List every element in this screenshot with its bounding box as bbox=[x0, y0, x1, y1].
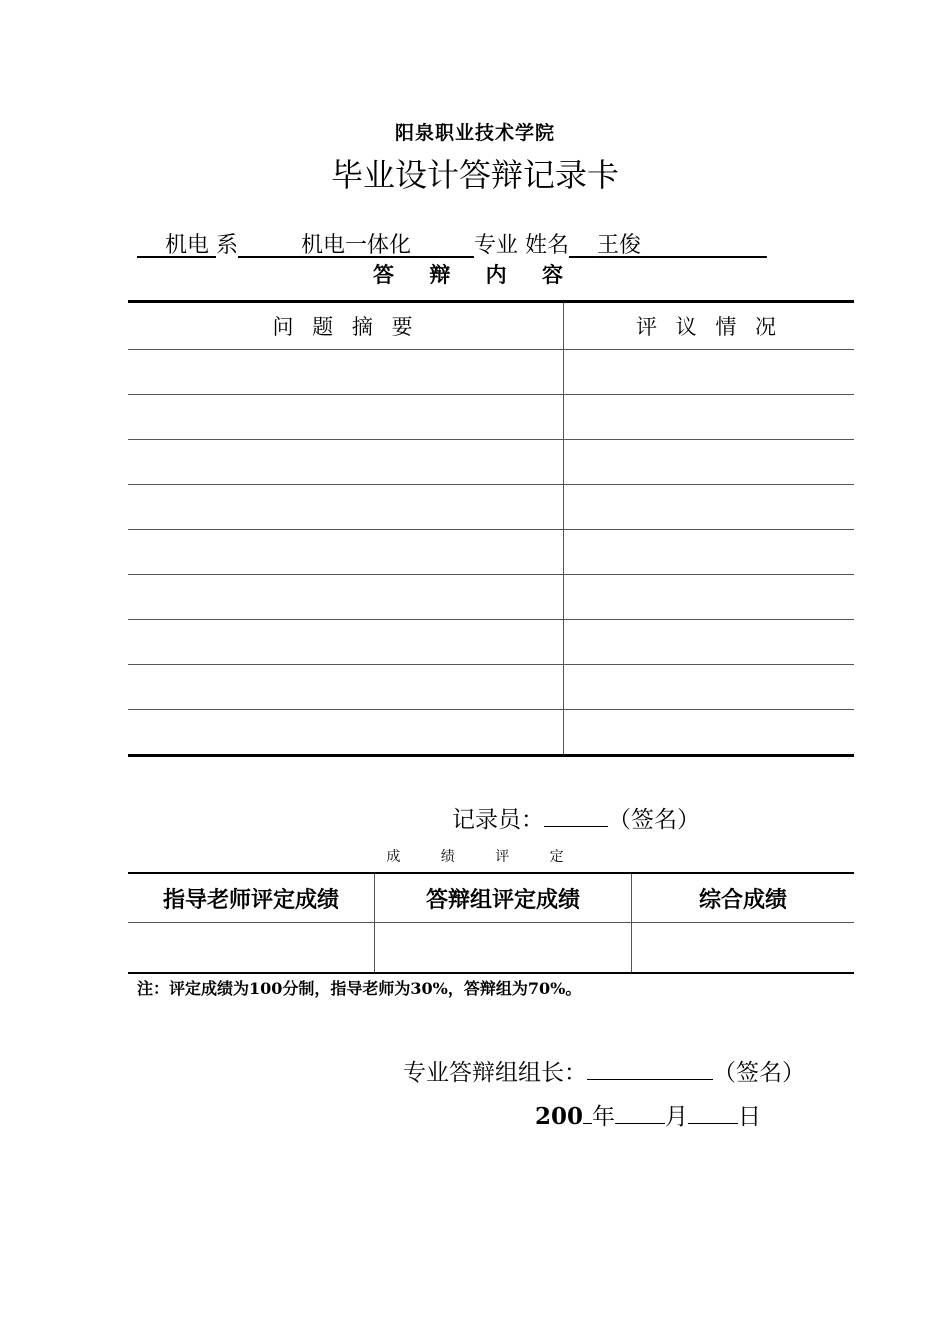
table-row bbox=[128, 350, 854, 395]
name-value: 王俊 bbox=[596, 233, 641, 258]
comment-cell[interactable] bbox=[564, 710, 855, 756]
grade-evaluation-heading: 成 绩 评 定 bbox=[386, 849, 582, 865]
year-label: 年 bbox=[592, 1104, 616, 1130]
day-label: 日 bbox=[738, 1104, 762, 1130]
comment-cell[interactable] bbox=[564, 620, 855, 665]
grading-note: 注：评定成绩为100分制，指导老师为30%，答辩组为70%。 bbox=[137, 979, 582, 998]
name-field[interactable] bbox=[569, 233, 767, 258]
recorder-signature-line bbox=[452, 801, 700, 834]
column-header-committee-grade: 答辩组评定成绩 bbox=[375, 873, 632, 923]
table-row bbox=[128, 710, 854, 756]
grade-row bbox=[128, 923, 854, 974]
question-cell[interactable] bbox=[128, 440, 564, 485]
day-field[interactable] bbox=[688, 1122, 738, 1124]
question-cell[interactable] bbox=[128, 530, 564, 575]
defense-record-table bbox=[128, 300, 854, 757]
school-name: 阳泉职业技术学院 bbox=[394, 122, 555, 144]
table-header-row bbox=[128, 302, 854, 350]
recorder-label: 记录员： bbox=[452, 807, 544, 833]
page-title: 毕业设计答辩记录卡 bbox=[330, 156, 619, 194]
date-line bbox=[535, 1098, 761, 1131]
grade-table bbox=[128, 872, 854, 974]
comment-cell[interactable] bbox=[564, 440, 855, 485]
table-row bbox=[128, 665, 854, 710]
question-cell[interactable] bbox=[128, 620, 564, 665]
month-label: 月 bbox=[665, 1104, 689, 1130]
column-header-question-summary: 问 题 摘 要 bbox=[128, 302, 564, 350]
defense-content-heading: 答 辩 内 容 bbox=[373, 262, 577, 287]
comment-cell[interactable] bbox=[564, 485, 855, 530]
department-field[interactable] bbox=[137, 233, 216, 258]
table-row bbox=[128, 575, 854, 620]
major-field[interactable] bbox=[238, 233, 474, 258]
overall-grade-cell[interactable] bbox=[632, 923, 855, 974]
column-header-advisor-grade: 指导老师评定成绩 bbox=[128, 873, 375, 923]
student-info-line bbox=[137, 228, 767, 259]
question-cell[interactable] bbox=[128, 665, 564, 710]
committee-grade-cell[interactable] bbox=[375, 923, 632, 974]
question-cell[interactable] bbox=[128, 485, 564, 530]
recorder-sign-note: （签名） bbox=[608, 807, 700, 833]
leader-label: 专业答辩组组长： bbox=[403, 1060, 587, 1086]
comment-cell[interactable] bbox=[564, 575, 855, 620]
department-label: 系 bbox=[216, 233, 239, 258]
leader-signature-field[interactable] bbox=[587, 1078, 713, 1080]
month-field[interactable] bbox=[615, 1122, 665, 1124]
major-label: 专业 bbox=[473, 233, 518, 258]
comment-cell[interactable] bbox=[564, 530, 855, 575]
comment-cell[interactable] bbox=[564, 350, 855, 395]
question-cell[interactable] bbox=[128, 350, 564, 395]
table-row bbox=[128, 440, 854, 485]
leader-sign-note: （签名） bbox=[713, 1060, 805, 1086]
column-header-comments: 评 议 情 况 bbox=[564, 302, 855, 350]
table-row bbox=[128, 620, 854, 665]
table-row bbox=[128, 530, 854, 575]
advisor-grade-cell[interactable] bbox=[128, 923, 375, 974]
name-label: 姓名 bbox=[524, 233, 569, 258]
question-cell[interactable] bbox=[128, 710, 564, 756]
comment-cell[interactable] bbox=[564, 665, 855, 710]
year-prefix: 200 bbox=[535, 1103, 584, 1130]
year-field[interactable] bbox=[583, 1122, 592, 1124]
comment-cell[interactable] bbox=[564, 395, 855, 440]
department-value: 机电 bbox=[164, 233, 209, 258]
recorder-signature-field[interactable] bbox=[544, 825, 608, 827]
question-cell[interactable] bbox=[128, 395, 564, 440]
table-row bbox=[128, 395, 854, 440]
leader-signature-line bbox=[403, 1054, 805, 1087]
question-cell[interactable] bbox=[128, 575, 564, 620]
column-header-overall-grade: 综合成绩 bbox=[632, 873, 855, 923]
major-value: 机电一体化 bbox=[300, 233, 411, 258]
grade-header-row bbox=[128, 873, 854, 923]
table-row bbox=[128, 485, 854, 530]
